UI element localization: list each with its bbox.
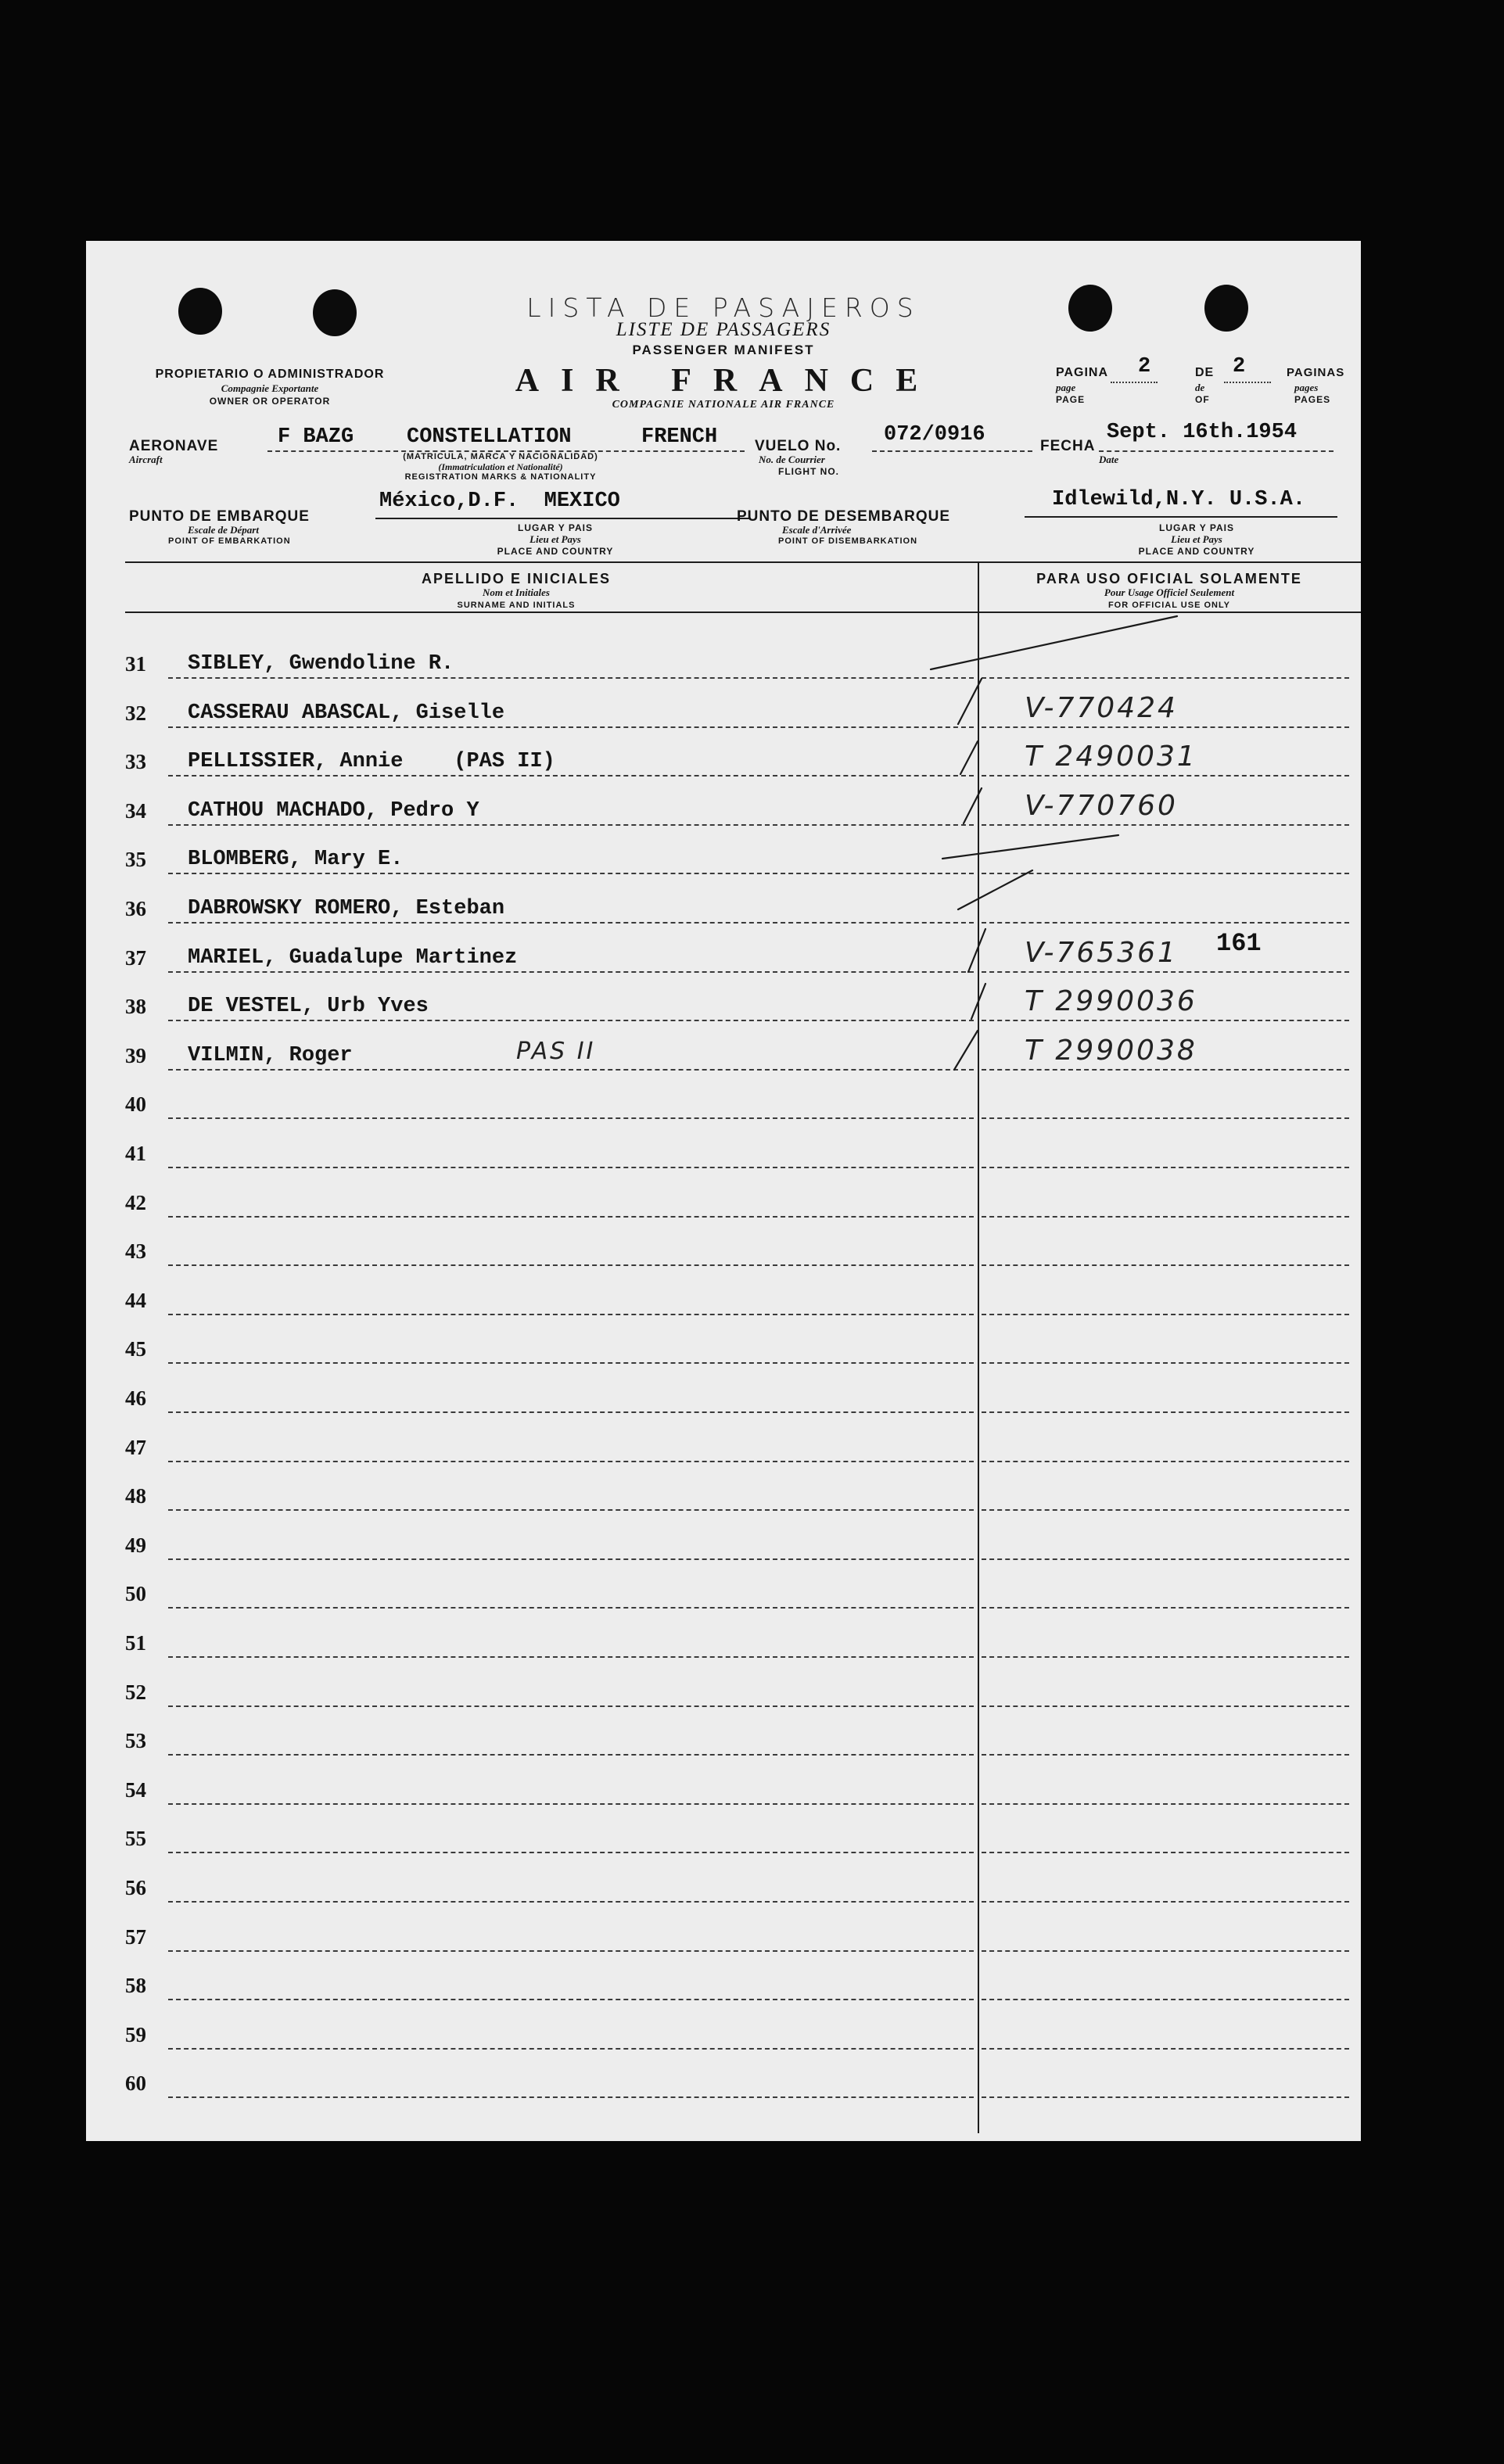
row-number: 32 [125,701,146,725]
registration-caption: (MATRICULA, MARCA Y NACIONALIDAD) [403,452,598,461]
embark-label: PUNTO DE EMBARQUE [129,508,310,525]
pages-label: PAGINAS [1287,366,1345,379]
page-label-fr: page [1056,382,1076,393]
row-number: 57 [125,1924,146,1949]
row-number: 43 [125,1239,146,1264]
aircraft-type: CONSTELLATION [407,425,572,449]
row-number: 52 [125,1680,146,1704]
passenger-name: CASSERAU ABASCAL, Giselle [188,701,505,725]
row-number: 31 [125,652,146,676]
row-number: 33 [125,750,146,774]
disembark-label-en: POINT OF DISEMBARKATION [778,536,918,546]
disembark-place: Idlewild,N.Y. U.S.A. [1052,488,1306,511]
name-column-header-fr: Nom et Initiales [483,586,550,598]
name-column-header: APELLIDO E INICIALES [421,571,612,586]
title-spanish: LISTA DE PASAJEROS [526,292,921,323]
check-mark-icon [971,984,985,1019]
check-mark-icon [968,929,985,972]
date-label-fr: Date [1099,454,1119,465]
row-number: 60 [125,2071,146,2096]
check-mark-icon [964,788,982,823]
row-number: 46 [125,1386,146,1410]
ticket-number: T 2990038 [1025,1034,1197,1067]
aircraft-label: AERONAVE [129,438,219,454]
row-number: 56 [125,1876,146,1899]
disembark-label-fr: Escale d'Arrivée [782,524,852,536]
handwritten-marks [86,241,1361,2141]
strike-line-icon [958,870,1032,909]
flight-date: Sept. 16th.1954 [1107,421,1298,444]
row-number: 58 [125,1974,146,1998]
date-label: FECHA [1040,438,1096,454]
embark-place-caption-fr: Lieu et Pays [529,533,581,545]
embark-label-en: POINT OF EMBARKATION [168,536,291,546]
pages-label-fr: pages [1294,382,1319,393]
row-number: 54 [125,1777,146,1802]
airline-subtitle: COMPAGNIE NATIONALE AIR FRANCE [612,399,835,411]
flight-label-en: FLIGHT NO. [778,466,839,477]
row-number: 37 [125,945,146,970]
title-english: PASSENGER MANIFEST [632,343,815,357]
title-french: LISTE DE PASSAGERS [616,319,831,340]
row-number: 59 [125,2022,146,2046]
page-total: 2 [1233,355,1246,378]
pages-label-en: PAGES [1294,394,1331,405]
embark-place-caption: LUGAR Y PAIS [517,522,594,533]
registration-caption-en: REGISTRATION MARKS & NATIONALITY [404,472,597,482]
official-column-header-fr: Pour Usage Officiel Seulement [1104,586,1235,598]
row-number: 51 [125,1631,146,1655]
check-mark-icon [960,741,978,774]
official-column-header-en: FOR OFFICIAL USE ONLY [1107,601,1231,610]
owner-label-fr: Compagnie Exportante [221,382,319,394]
row-number: 41 [125,1142,146,1165]
of-label-fr: de [1195,382,1205,393]
page-label: PAGINA [1056,366,1109,379]
row-number: 45 [125,1337,146,1361]
handwritten-note: PAS II [516,1037,596,1065]
official-column-header: PARA USO OFICIAL SOLAMENTE [1036,571,1302,586]
flight-label-fr: No. de Courrier [759,454,825,465]
disembark-label: PUNTO DE DESEMBARQUE [737,508,951,525]
row-number: 36 [125,897,146,920]
check-mark-icon [931,616,1177,669]
ticket-number: T 2990036 [1025,985,1197,1018]
row-number: 53 [125,1729,146,1753]
page-number: 2 [1138,355,1151,378]
flight-label: VUELO No. [755,438,842,454]
strike-line-icon [942,835,1118,859]
row-number: 47 [125,1435,146,1459]
disembark-place-caption-fr: Lieu et Pays [1171,533,1222,545]
name-column-header-en: SURNAME AND INITIALS [457,601,576,610]
passenger-name: SIBLEY, Gwendoline R. [188,652,454,676]
passenger-name: BLOMBERG, Mary E. [188,848,404,872]
owner-label-en: OWNER OR OPERATOR [209,396,331,407]
passenger-name: DABROWSKY ROMERO, Esteban [188,897,505,920]
check-mark-icon [958,679,982,724]
disembark-place-caption-en: PLACE AND COUNTRY [1138,546,1255,557]
flight-number: 072/0916 [884,423,985,447]
airline-name: AIR FRANCE [515,363,940,399]
ticket-number: T 2490031 [1025,741,1197,773]
row-number: 40 [125,1092,146,1117]
ticket-number: V-765361 [1025,936,1178,969]
row-number: 44 [125,1288,146,1312]
manifest-sheet [86,241,1361,2141]
embark-place-caption-en: PLACE AND COUNTRY [497,546,614,557]
disembark-place-caption: LUGAR Y PAIS [1158,522,1235,533]
row-number: 50 [125,1582,146,1606]
row-number: 48 [125,1484,146,1508]
passenger-name: PELLISSIER, Annie (PAS II) [188,750,555,774]
aircraft-nationality: FRENCH [641,425,718,449]
passenger-name: DE VESTEL, Urb Yves [188,995,429,1019]
embark-place: México,D.F. MEXICO [379,490,620,513]
ticket-number: V-770760 [1025,789,1178,822]
ticket-number: V-770424 [1025,691,1178,724]
aircraft-registration: F BAZG [278,425,354,449]
row-number: 34 [125,798,146,823]
row-number: 35 [125,848,146,872]
embark-label-fr: Escale de Départ [188,524,259,536]
registration-caption-fr: (Immatriculation et Nationalité) [438,461,563,472]
passenger-name: MARIEL, Guadalupe Martinez [188,945,518,970]
check-mark-icon [954,1031,978,1070]
margin-note: 161 [1216,929,1262,958]
passenger-name: CATHOU MACHADO, Pedro Y [188,798,479,823]
row-number: 49 [125,1533,146,1557]
owner-label: PROPIETARIO O ADMINISTRADOR [155,368,385,381]
of-label: DE [1195,366,1215,379]
row-number: 38 [125,995,146,1019]
row-number: 39 [125,1043,146,1067]
of-label-en: OF [1195,394,1210,405]
row-number: 55 [125,1827,146,1851]
page-label-en: PAGE [1056,394,1086,405]
row-number: 42 [125,1190,146,1214]
aircraft-label-fr: Aircraft [129,454,163,465]
passenger-name: VILMIN, Roger [188,1043,353,1067]
